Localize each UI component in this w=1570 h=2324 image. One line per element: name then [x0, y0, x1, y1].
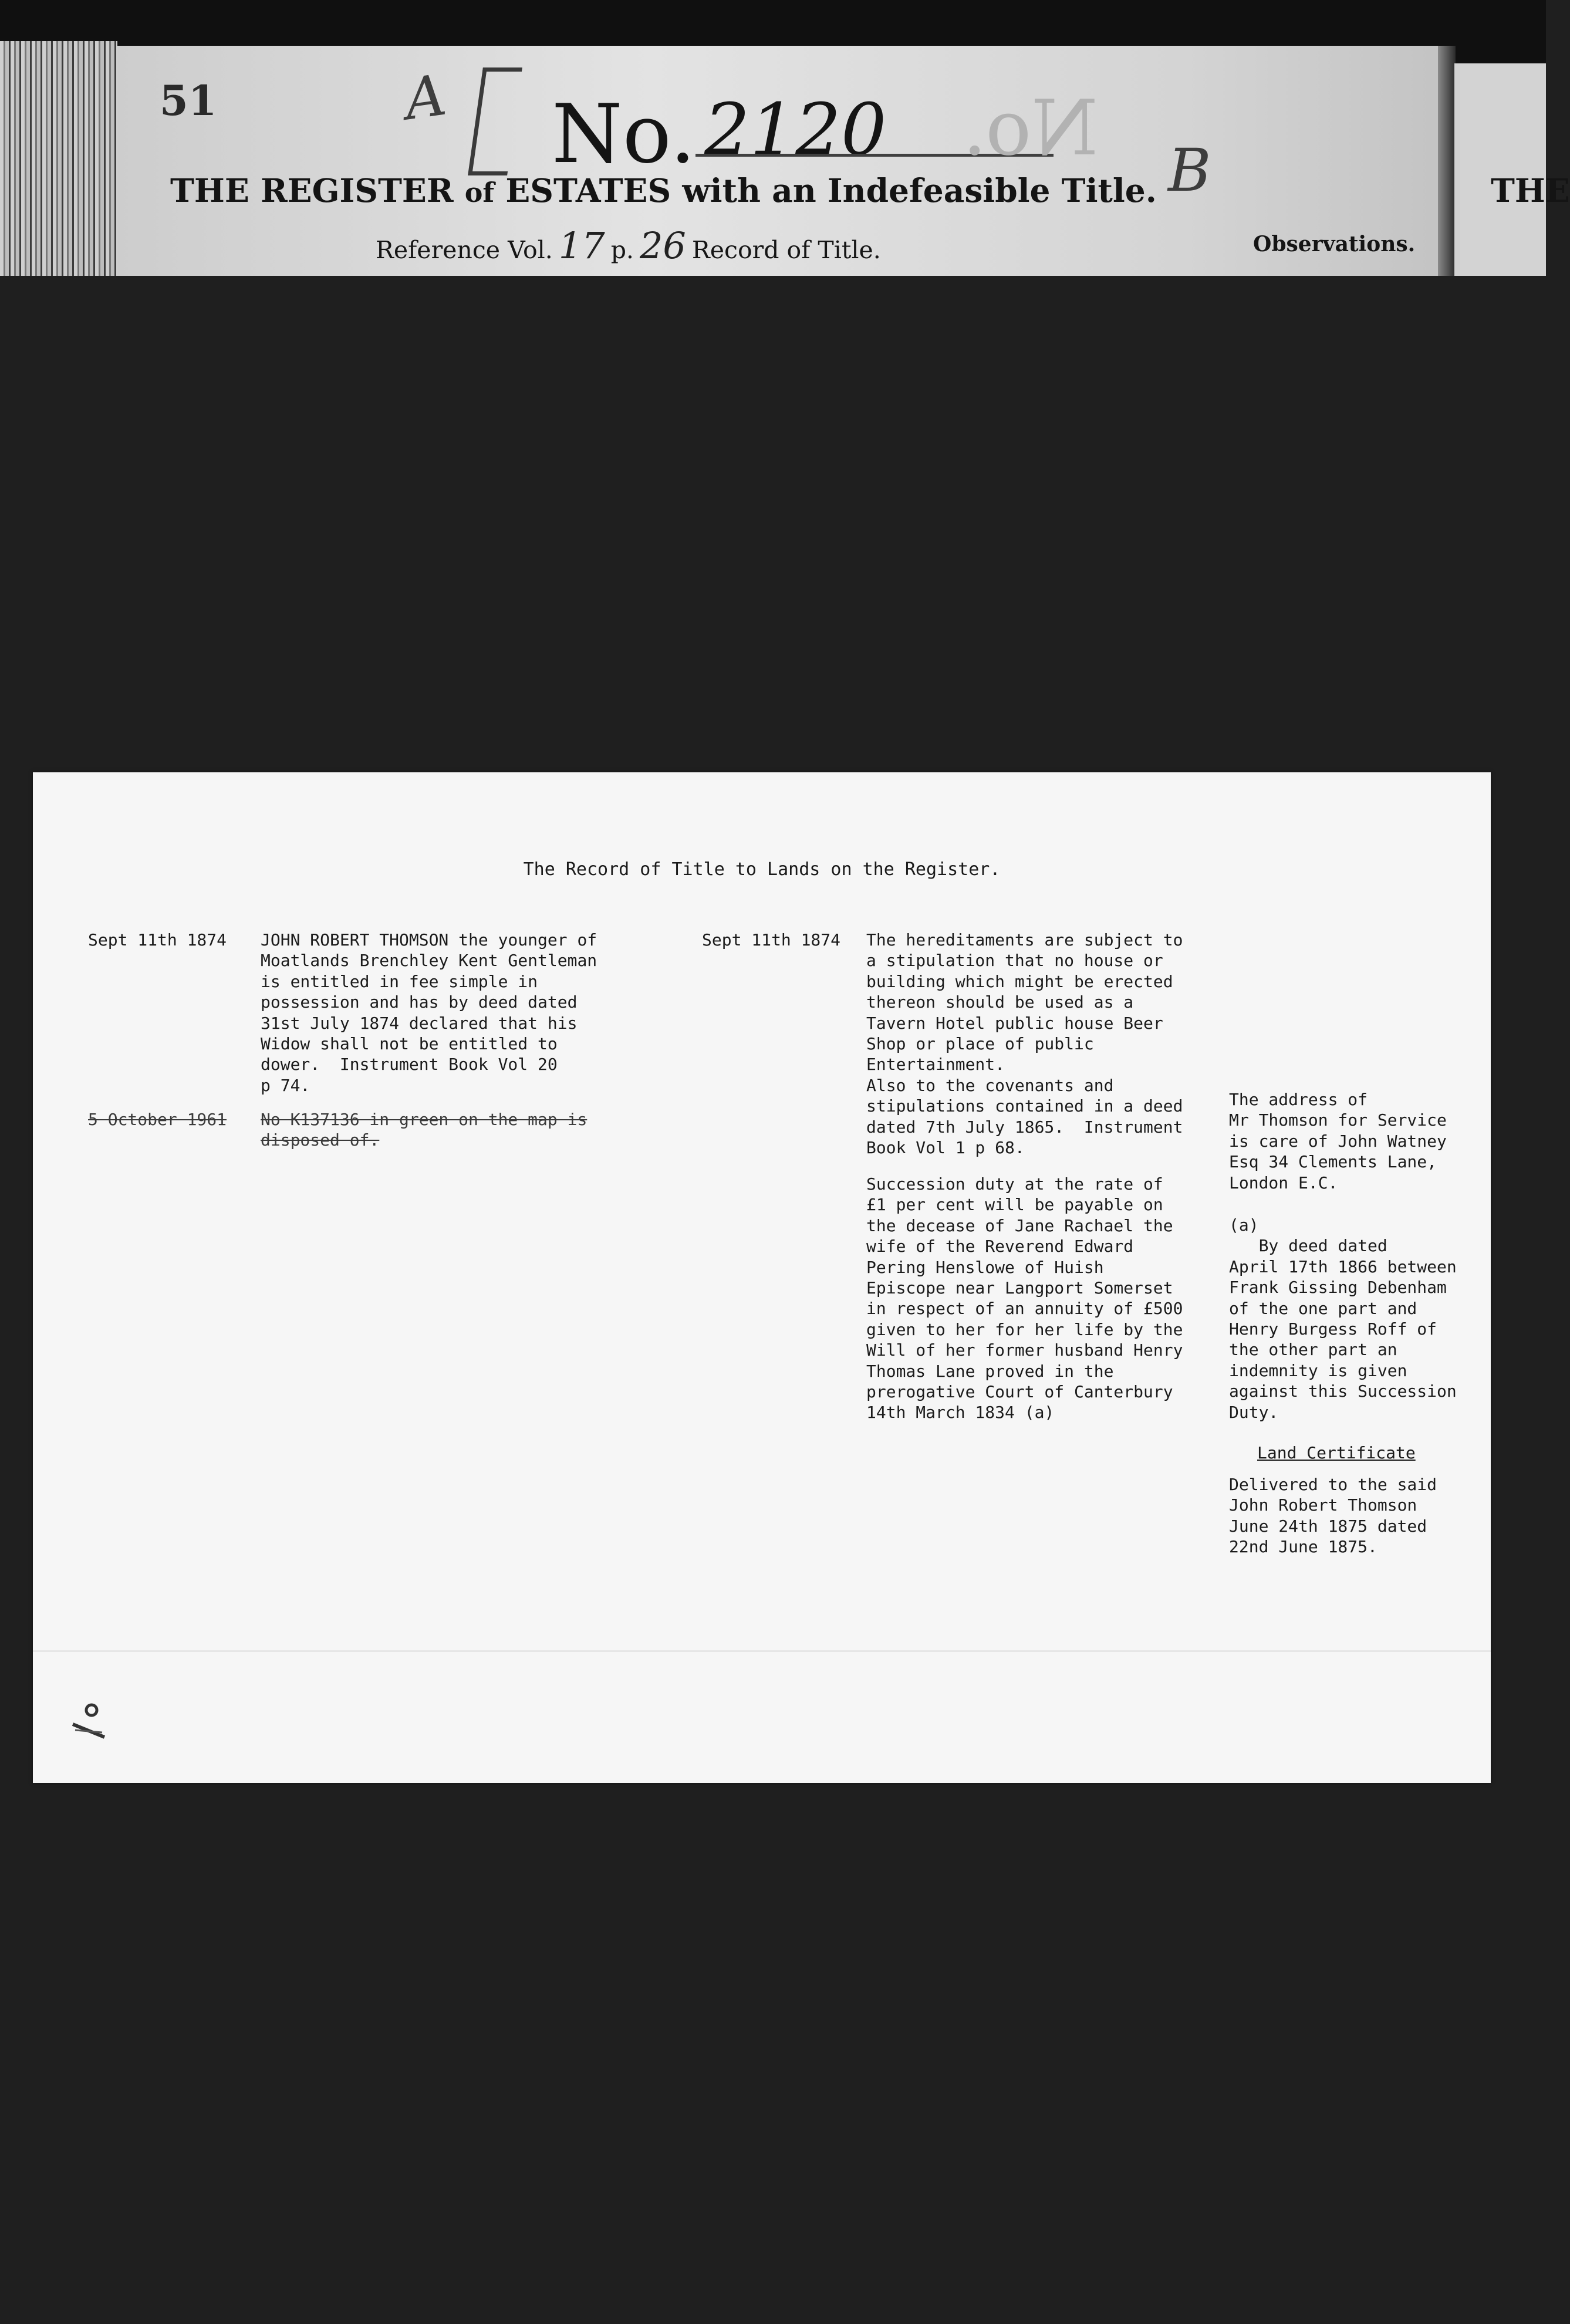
- register-no-label: No.: [552, 87, 696, 181]
- page-edges: [0, 41, 117, 276]
- next-page-edge: [1454, 63, 1546, 276]
- register-no-value: 2120: [704, 88, 887, 171]
- cancelled-entry-text: No K137136 in green on the map is disposed of.: [261, 1110, 588, 1150]
- entry-text-1: JOHN ROBERT THOMSON the younger of Moatlands Brenchley Kent Gentleman is entitled in fee simple in possession and has by deed dated 31st July 1874 declared that his Widow shall not be entitled to dower. Instrument Book Vol 20 p 74.: [261, 930, 597, 1095]
- page-gutter: [1438, 46, 1456, 276]
- reference-row: [376, 224, 881, 267]
- entry-date-2: Sept 11th 1874: [702, 930, 841, 950]
- paper-clip-mark: [68, 1700, 109, 1741]
- record-sheet: [33, 772, 1491, 1783]
- indemnity-note-text: (a) By deed dated April 17th 1866 between Frank Gissing Debenham of the one part and Henry Burgess Roff of the other part an indemnity is given against this Succession Duty.: [1229, 1215, 1457, 1422]
- record-of-title-label: Record of Title.: [691, 236, 881, 264]
- entry-date-1: Sept 11th 1874: [88, 930, 227, 950]
- register-title-of: of: [464, 177, 495, 208]
- pencil-mark-b: B: [1168, 136, 1211, 205]
- observations-label: Observations.: [1253, 232, 1416, 256]
- reference-label: Reference Vol.: [376, 236, 553, 264]
- reference-page: 26: [639, 224, 686, 267]
- register-title: [170, 171, 1157, 210]
- land-certificate-text: Delivered to the said John Robert Thomson June 24th 1875 dated 22nd June 1875.: [1229, 1475, 1437, 1557]
- register-title-part1: THE REGISTER: [170, 171, 454, 210]
- page-label: p.: [610, 236, 634, 264]
- bleed-through-no: No.: [963, 83, 1099, 173]
- next-page-title: THE: [1491, 171, 1570, 210]
- register-title-part3: with an Indefeasible Title.: [682, 171, 1157, 210]
- folio-number: 51: [160, 76, 217, 125]
- record-title: The Record of Title to Lands on the Register.: [523, 859, 1001, 880]
- service-address-text: The address of Mr Thomson for Service is care of John Watney Esq 34 Clements Lane, London E.C.: [1229, 1090, 1447, 1193]
- succession-duty-text: Succession duty at the rate of £1 per cent will be payable on the decease of Jane Rachael the wife of the Reverend Edward Pering Henslowe of Huish Episcope near Langport Somerset in respect of an annuity of £500 given to her for her life by the Will of her former husband Henry Thomas Lane proved in the prerogative Court of Canterbury 14th March 1834 (a): [866, 1174, 1183, 1423]
- pencil-mark-a: A: [400, 62, 450, 133]
- paper-fold-crease: [33, 1650, 1491, 1652]
- reference-vol: 17: [558, 224, 605, 267]
- register-book-strip: [0, 0, 1570, 276]
- land-certificate-heading: Land Certificate: [1257, 1443, 1416, 1462]
- entry-text-2: The hereditaments are subject to a stipulation that no house or building which might be erected thereon should be used as a Tavern Hotel public house Beer Shop or place of public Entertainment. Also to the covenants and stipulations contained in a deed dated 7th July 1865. Instrument Book Vol 1 p 68.: [866, 930, 1183, 1158]
- register-title-part2: ESTATES: [505, 171, 671, 210]
- cancelled-entry-date: 5 October 1961: [88, 1110, 227, 1129]
